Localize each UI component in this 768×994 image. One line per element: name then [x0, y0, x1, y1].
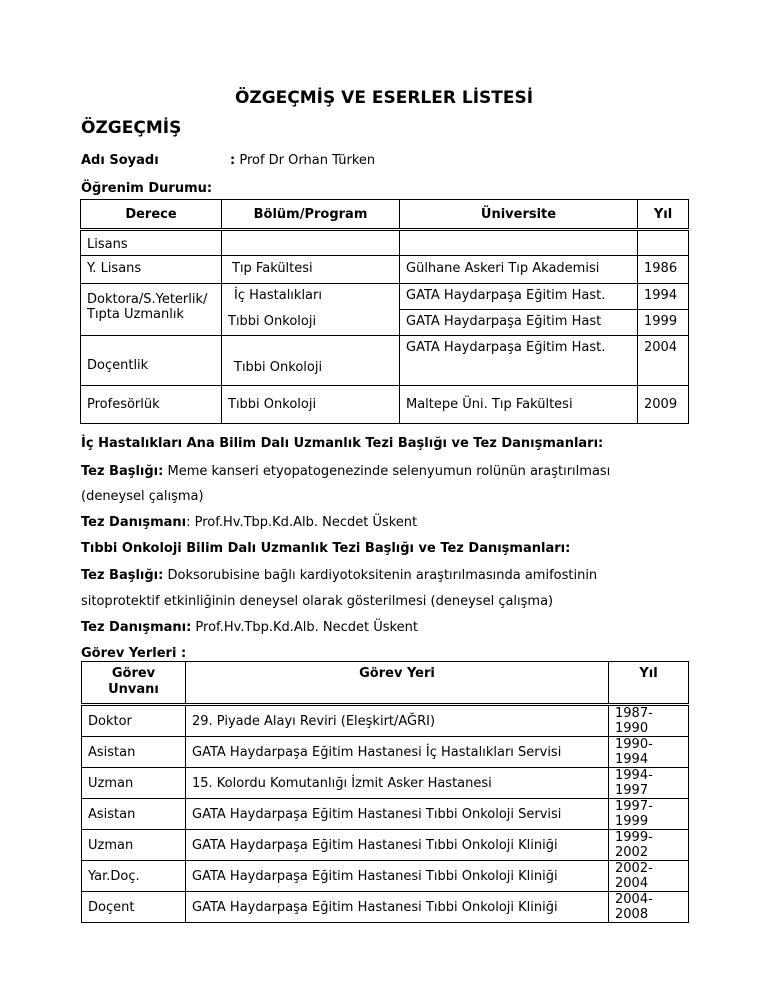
table-row — [82, 737, 689, 768]
edu-header-program: Bölüm/Program — [222, 200, 400, 230]
job-place-cell: 29. Piyade Alayı Reviri (Eleşkirt/AĞRI) — [186, 705, 609, 737]
edu-year-onk: 1999 — [638, 310, 689, 336]
thesis2-heading: Tıbbi Onkoloji Bilim Dalı Uzmanlık Tezi Başlığı ve Tez Danışmanları: — [81, 541, 571, 556]
job-place-cell: GATA Haydarpaşa Eğitim Hastanesi Tıbbi Onkoloji Kliniği — [186, 830, 609, 861]
thesis1-advisor-text: : Prof.Hv.Tbp.Kd.Alb. Necdet Üskent — [186, 515, 418, 530]
edu-program-ic: İç Hastalıkları — [222, 284, 400, 310]
edu-program-prof: Tıbbi Onkoloji — [222, 386, 400, 424]
job-year-cell: 1987-1990 — [609, 705, 689, 737]
thesis2-title-line2: sitoprotektif etkinliğinin deneysel olarak gösterilmesi (deneysel çalışma) — [81, 594, 554, 609]
job-place-cell: 15. Kolordu Komutanlığı İzmit Asker Hastanesi — [186, 768, 609, 799]
table-row — [82, 892, 689, 923]
job-year-cell: 2004-2008 — [609, 892, 689, 923]
edu-degree-prof: Profesörlük — [81, 386, 222, 424]
education-table — [80, 199, 689, 424]
job-title-cell: Asistan — [82, 799, 186, 830]
edu-program-onk: Tıbbi Onkoloji — [222, 310, 400, 336]
thesis1-advisor-label: Tez Danışmanı — [81, 515, 187, 530]
table-row — [82, 768, 689, 799]
edu-university-onk: GATA Haydarpaşa Eğitim Hast — [400, 310, 638, 336]
edu-university-ylisans: Gülhane Askeri Tıp Akademisi — [400, 256, 638, 284]
thesis1-advisor — [81, 515, 417, 530]
jobs-label: Görev Yerleri : — [81, 646, 187, 661]
thesis2-title-label: Tez Başlığı: — [81, 568, 164, 583]
edu-degree-doktora: Doktora/S.Yeterlik/ Tıpta Uzmanlık — [81, 284, 222, 336]
table-row — [82, 830, 689, 861]
name-value: : Prof Dr Orhan Türken — [230, 153, 376, 168]
thesis1-title-line1 — [81, 464, 610, 479]
job-year-cell: 1990-1994 — [609, 737, 689, 768]
edu-university-docent: GATA Haydarpaşa Eğitim Hast. — [400, 336, 638, 386]
thesis1-heading: İç Hastalıkları Ana Bilim Dalı Uzmanlık Tezi Başlığı ve Tez Danışmanları: — [81, 436, 604, 451]
job-year-cell: 2002-2004 — [609, 861, 689, 892]
jobs-header-place: Görev Yeri — [186, 662, 609, 705]
edu-university-ic: GATA Haydarpaşa Eğitim Hast. — [400, 284, 638, 310]
edu-program-ylisans: Tıp Fakültesi — [222, 256, 400, 284]
edu-degree-ylisans: Y. Lisans — [81, 256, 222, 284]
thesis1-title-label: Tez Başlığı: — [81, 464, 164, 479]
education-label: Öğrenim Durumu: — [81, 181, 213, 196]
job-place-cell: GATA Haydarpaşa Eğitim Hastanesi Tıbbi Onkoloji Kliniği — [186, 861, 609, 892]
edu-header-degree: Derece — [81, 200, 222, 230]
job-year-cell: 1997-1999 — [609, 799, 689, 830]
edu-year-docent: 2004 — [638, 336, 689, 386]
edu-year-lisans — [638, 230, 689, 256]
table-row — [82, 705, 689, 737]
edu-university-lisans — [400, 230, 638, 256]
jobs-header-year: Yıl — [609, 662, 689, 705]
jobs-table — [81, 661, 689, 923]
edu-year-ylisans: 1986 — [638, 256, 689, 284]
job-year-cell: 1999-2002 — [609, 830, 689, 861]
section-heading-cv: ÖZGEÇMİŞ — [81, 118, 182, 138]
job-title-cell: Uzman — [82, 830, 186, 861]
edu-degree-docent: Doçentlik — [81, 336, 222, 386]
thesis2-advisor — [81, 620, 418, 635]
edu-header-year: Yıl — [638, 200, 689, 230]
job-place-cell: GATA Haydarpaşa Eğitim Hastanesi Tıbbi Onkoloji Servisi — [186, 799, 609, 830]
thesis2-advisor-label: Tez Danışmanı: — [81, 620, 192, 635]
job-title-cell: Yar.Doç. — [82, 861, 186, 892]
edu-program-docent: Tıbbi Onkoloji — [222, 336, 400, 386]
thesis2-title-text: Doksorubisine bağlı kardiyotoksitenin araştırılmasında amifostinin — [163, 568, 598, 583]
job-title-cell: Doktor — [82, 705, 186, 737]
edu-header-university: Üniversite — [400, 200, 638, 230]
edu-university-prof: Maltepe Üni. Tıp Fakültesi — [400, 386, 638, 424]
edu-year-ic: 1994 — [638, 284, 689, 310]
job-place-cell: GATA Haydarpaşa Eğitim Hastanesi İç Hastalıkları Servisi — [186, 737, 609, 768]
name-value-text: Prof Dr Orhan Türken — [235, 153, 376, 168]
job-title-cell: Asistan — [82, 737, 186, 768]
thesis2-advisor-text: Prof.Hv.Tbp.Kd.Alb. Necdet Üskent — [191, 620, 418, 635]
job-year-cell: 1994-1997 — [609, 768, 689, 799]
name-label: Adı Soyadı — [81, 153, 159, 168]
table-row — [82, 799, 689, 830]
edu-year-prof: 2009 — [638, 386, 689, 424]
job-title-cell: Doçent — [82, 892, 186, 923]
job-place-cell: GATA Haydarpaşa Eğitim Hastanesi Tıbbi Onkoloji Kliniği — [186, 892, 609, 923]
edu-degree-lisans: Lisans — [81, 230, 222, 256]
edu-program-lisans — [222, 230, 400, 256]
thesis1-title-line2: (deneysel çalışma) — [81, 489, 204, 504]
document-title: ÖZGEÇMİŞ VE ESERLER LİSTESİ — [234, 88, 534, 108]
table-row — [82, 861, 689, 892]
job-title-cell: Uzman — [82, 768, 186, 799]
thesis2-title-line1 — [81, 568, 597, 583]
thesis1-title-text: Meme kanseri etyopatogenezinde selenyumun rolünün araştırılması — [163, 464, 611, 479]
jobs-header-title: Görev Unvanı — [82, 662, 186, 705]
